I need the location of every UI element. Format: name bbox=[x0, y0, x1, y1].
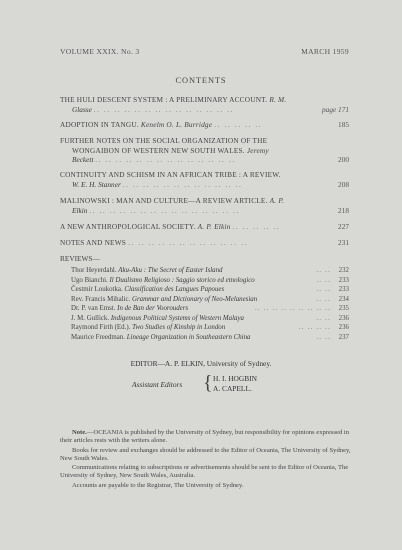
review-page: 232 bbox=[338, 267, 349, 274]
leader-dots: .. .. bbox=[316, 295, 331, 303]
review-author: Dr. P. van Emst. bbox=[71, 305, 116, 312]
toc-entry-author: Glasse bbox=[72, 104, 92, 114]
review-author: Ugo Bianchi. bbox=[71, 276, 108, 284]
toc-entry-title: ADOPTION IN TANGU. bbox=[60, 120, 139, 129]
review-work: Grammar and Dictionary of Neo-Melanesian bbox=[132, 295, 258, 303]
assistant-editor-name: A. CAPELL. bbox=[213, 384, 252, 393]
review-entry[interactable] bbox=[71, 285, 349, 295]
leader-dots: .. .. .. .. .. .. .. .. .. bbox=[255, 305, 331, 312]
toc-entry-title: NOTES AND NEWS bbox=[60, 238, 127, 247]
issue-date: MARCH 1959 bbox=[301, 47, 349, 56]
leader-dots: .. .. .. .. .. .. .. .. .. .. .. .. .. .. .. bbox=[89, 205, 240, 215]
review-page: 236 bbox=[338, 314, 349, 322]
note-paragraph bbox=[60, 429, 352, 446]
review-work: Classification des Langues Papoues bbox=[124, 286, 225, 293]
toc-entry[interactable] bbox=[60, 196, 349, 215]
review-work: Il Dualismo Religioso : Saggio storico ed etnologico bbox=[109, 276, 255, 284]
leader-dots: .. .. bbox=[316, 267, 331, 274]
review-author: Raymond Firth (Ed.). bbox=[71, 324, 131, 331]
toc-entry-page: 227 bbox=[338, 222, 349, 231]
review-entry[interactable] bbox=[71, 323, 349, 333]
review-work: Aku-Aku : The Secret of Easter Island bbox=[118, 267, 223, 274]
toc-entry-page: 231 bbox=[338, 238, 349, 247]
review-work: Two Studies of Kinship in London bbox=[132, 324, 226, 331]
toc-entry[interactable] bbox=[60, 136, 349, 165]
toc-entry-page: page 171 bbox=[322, 104, 349, 114]
assistant-editor-name: H. I. HOGBIN bbox=[213, 374, 257, 383]
toc-entry-title: A NEW ANTHROPOLOGICAL SOCIETY. bbox=[60, 222, 196, 231]
review-page: 237 bbox=[338, 333, 349, 341]
toc-entry-author: W. E. H. Stanner bbox=[72, 179, 121, 189]
toc-entry-page: 200 bbox=[338, 155, 349, 164]
toc-entry-author: Kenelm O. L. Burridge bbox=[140, 120, 213, 129]
toc-entry[interactable] bbox=[60, 238, 349, 248]
review-work: Indigenous Political Systems of Western Malaya bbox=[110, 314, 244, 322]
toc-entry[interactable] bbox=[60, 222, 349, 232]
toc-entry-author: Beckett bbox=[72, 155, 94, 164]
toc-entry-page: 208 bbox=[338, 179, 349, 189]
review-page: 234 bbox=[338, 295, 349, 303]
review-entry[interactable] bbox=[71, 314, 349, 324]
review-entry[interactable] bbox=[71, 295, 349, 305]
leader-dots: .. .. .. .. .. .. .. .. .. .. .. .. bbox=[122, 179, 243, 189]
volume-label: VOLUME XXIX. No. 3 bbox=[60, 47, 140, 56]
contents-heading: CONTENTS bbox=[175, 76, 227, 85]
toc-entry-author: R. M. bbox=[269, 95, 287, 104]
reviews-heading: REVIEWS— bbox=[60, 254, 100, 263]
review-entry[interactable] bbox=[71, 266, 349, 276]
review-author: Maurice Freedman. bbox=[71, 333, 125, 341]
note-text: —OCEANIA is published by the University of Sydney, but responsibility for opinions expressed in their articles rests with the writers alone. bbox=[60, 429, 350, 445]
review-page: 235 bbox=[338, 305, 349, 312]
review-page: 236 bbox=[338, 324, 349, 331]
leader-dots: .. .. .. .. .. .. .. .. .. .. .. .. bbox=[128, 238, 248, 247]
toc-entry-author: A. P. bbox=[269, 196, 285, 205]
publication-notes bbox=[60, 429, 352, 490]
toc-entry[interactable] bbox=[60, 95, 349, 114]
review-author: Thor Heyerdahl. bbox=[71, 267, 117, 274]
leader-dots: .. .. bbox=[316, 333, 331, 341]
leader-dots: .. .. .. .. .. bbox=[214, 120, 263, 129]
leader-dots: .. .. .. .. .. bbox=[232, 222, 281, 231]
editor-line: EDITOR—A. P. ELKIN, University of Sydney. bbox=[130, 359, 272, 368]
brace-glyph: { bbox=[203, 372, 213, 394]
toc-entry-author: Elkin bbox=[72, 205, 88, 215]
leader-dots: .. .. bbox=[316, 286, 331, 293]
review-author: Rev. Francis Mihalic. bbox=[71, 295, 131, 303]
review-entry[interactable] bbox=[71, 333, 349, 343]
toc-entry-title-cont: WONGAIBON OF WESTERN NEW SOUTH WALES. bbox=[72, 145, 245, 155]
review-work: Lineage Organization in Southeastern China bbox=[126, 333, 251, 341]
leader-dots: .. .. .. .. bbox=[298, 324, 331, 331]
toc-entry-author: Jeremy bbox=[246, 145, 269, 155]
toc-entry[interactable] bbox=[60, 170, 349, 189]
toc-entry-page: 185 bbox=[338, 120, 349, 129]
review-work: In de Ban der Voorouders bbox=[117, 305, 189, 312]
toc-entry-author: A. P. Elkin bbox=[197, 222, 231, 231]
leader-dots: .. .. bbox=[316, 276, 331, 284]
review-author: J. M. Gullick. bbox=[71, 314, 110, 322]
toc-entry-page: 218 bbox=[338, 205, 349, 215]
toc-entry-title: THE HULI DESCENT SYSTEM : A PRELIMINARY ACCOUNT. bbox=[60, 95, 268, 104]
review-entry[interactable] bbox=[71, 276, 349, 286]
review-page: 233 bbox=[338, 276, 349, 284]
leader-dots: .. .. .. .. .. .. .. .. .. .. .. .. .. .. bbox=[95, 155, 236, 164]
toc-entry-title: MALINOWSKI : MAN AND CULTURE—A REVIEW ARTICLE. bbox=[60, 196, 268, 205]
assistant-editors-label: Assistant Editors bbox=[132, 380, 183, 389]
leader-dots: .. .. .. .. .. .. .. .. .. .. .. .. .. .. bbox=[93, 104, 235, 114]
leader-dots: .. .. bbox=[316, 314, 331, 322]
note-paragraph: Accounts are payable to the Registrar, The University of Sydney. bbox=[72, 481, 244, 489]
review-entry[interactable] bbox=[71, 304, 349, 314]
toc-entry-title: FURTHER NOTES ON THE SOCIAL ORGANIZATION OF THE bbox=[60, 136, 268, 145]
review-author: Čestmír Loukotka. bbox=[71, 286, 123, 293]
review-page: 233 bbox=[338, 286, 349, 293]
note-paragraph: Books for review and exchanges should be addressed to the Editor of Oceania, The University of Sydney, New South Wales. bbox=[60, 446, 351, 462]
toc-entry-title: CONTINUITY AND SCHISM IN AN AFRICAN TRIBE : A REVIEW. bbox=[60, 170, 281, 179]
toc-entry[interactable] bbox=[60, 120, 349, 130]
note-label: Note. bbox=[72, 429, 87, 436]
note-paragraph: Communications relating to subscriptions or advertisements should be sent to the Editor of Oceania, The University of Sydney, New South Wales, Australia. bbox=[60, 464, 349, 480]
